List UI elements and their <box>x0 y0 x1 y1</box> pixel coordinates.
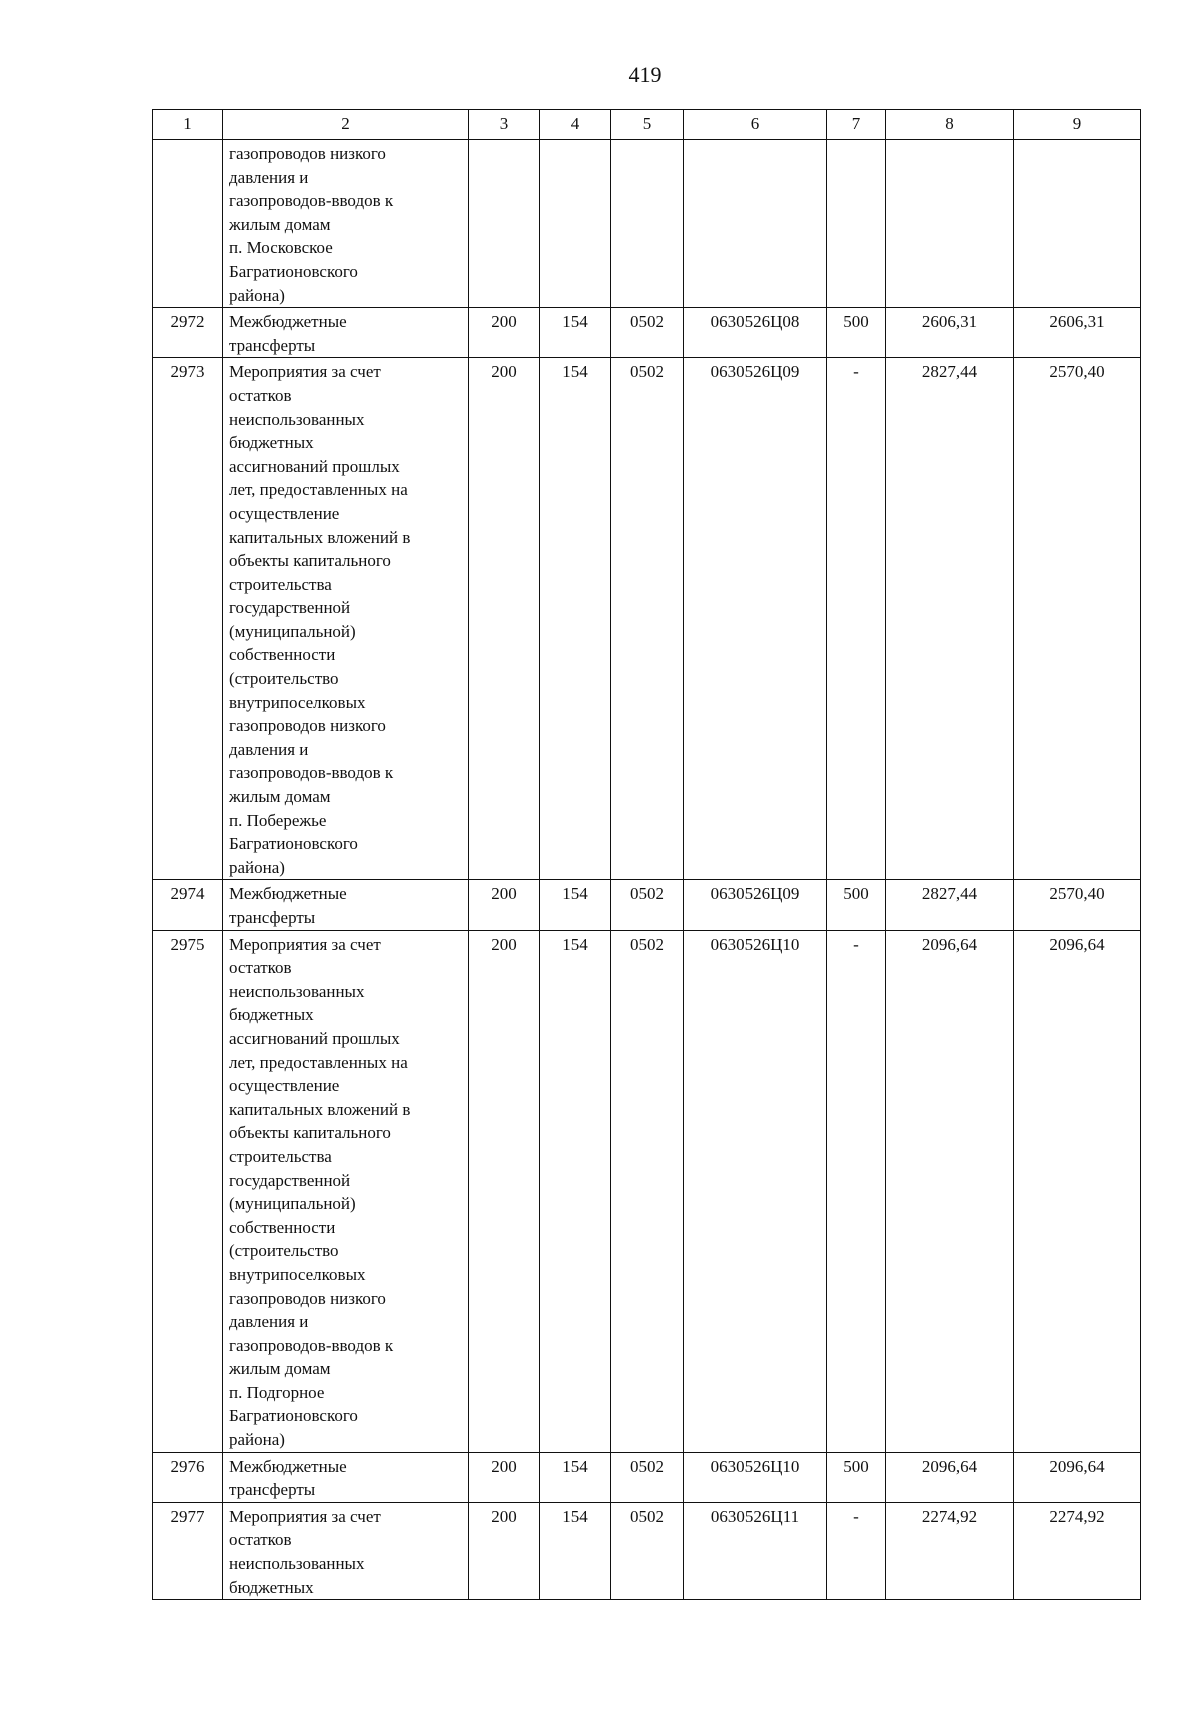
amount-col8: 2606,31 <box>886 308 1014 358</box>
code-col3: 200 <box>469 1502 540 1599</box>
code-col5: 0502 <box>611 1452 684 1502</box>
code-col4: 154 <box>540 358 611 880</box>
row-name: Межбюджетные трансферты <box>223 308 469 358</box>
target-article-code <box>684 140 827 308</box>
row-number: 2972 <box>153 308 223 358</box>
code-col5: 0502 <box>611 1502 684 1599</box>
table-row <box>153 358 1141 880</box>
code-col4: 154 <box>540 1502 611 1599</box>
column-header: 6 <box>684 110 827 140</box>
amount-col9: 2606,31 <box>1014 308 1141 358</box>
code-col4: 154 <box>540 880 611 930</box>
code-col3: 200 <box>469 358 540 880</box>
row-number: 2973 <box>153 358 223 880</box>
code-col3 <box>469 140 540 308</box>
code-col5: 0502 <box>611 930 684 1452</box>
table-row <box>153 880 1141 930</box>
row-name: газопроводов низкого давления и газопроводов-вводов к жилым домам п. Московское Багратионовского района) <box>223 140 469 308</box>
column-header: 8 <box>886 110 1014 140</box>
expense-type-code: 500 <box>827 880 886 930</box>
amount-col9: 2570,40 <box>1014 880 1141 930</box>
row-name: Мероприятия за счет остатков неиспользованных бюджетных ассигнований прошлых лет, предоставленных на осуществление капитальных вложений в объекты капитального строительства государственной (муниципальной) собственности (строительство внутрипоселковых газопроводов низкого давления и газопроводов-вводов к жилым домам п. Подгорное Багратионовского района) <box>223 930 469 1452</box>
target-article-code: 0630526Ц11 <box>684 1502 827 1599</box>
amount-col9: 2096,64 <box>1014 1452 1141 1502</box>
amount-col9: 2096,64 <box>1014 930 1141 1452</box>
amount-col8: 2827,44 <box>886 880 1014 930</box>
amount-col8 <box>886 140 1014 308</box>
amount-col8: 2096,64 <box>886 1452 1014 1502</box>
code-col5: 0502 <box>611 308 684 358</box>
row-number: 2974 <box>153 880 223 930</box>
row-number: 2977 <box>153 1502 223 1599</box>
target-article-code: 0630526Ц10 <box>684 930 827 1452</box>
column-header: 9 <box>1014 110 1141 140</box>
table-row <box>153 308 1141 358</box>
expense-type-code <box>827 140 886 308</box>
table-row <box>153 930 1141 1452</box>
code-col4 <box>540 140 611 308</box>
column-header: 2 <box>223 110 469 140</box>
expense-type-code: 500 <box>827 308 886 358</box>
amount-col9: 2570,40 <box>1014 358 1141 880</box>
code-col4: 154 <box>540 930 611 1452</box>
code-col5: 0502 <box>611 880 684 930</box>
table-row <box>153 140 1141 308</box>
code-col5 <box>611 140 684 308</box>
expense-type-code: 500 <box>827 1452 886 1502</box>
row-name: Мероприятия за счет остатков неиспользованных бюджетных ассигнований прошлых лет, предоставленных на осуществление капитальных вложений в объекты капитального строительства государственной (муниципальной) собственности (строительство внутрипоселковых газопроводов низкого давления и газопроводов-вводов к жилым домам п. Побережье Багратионовского района) <box>223 358 469 880</box>
expense-type-code: - <box>827 1502 886 1599</box>
column-header: 3 <box>469 110 540 140</box>
page-number: 419 <box>628 62 662 87</box>
row-number: 2975 <box>153 930 223 1452</box>
column-header: 5 <box>611 110 684 140</box>
row-name: Мероприятия за счет остатков неиспользованных бюджетных <box>223 1502 469 1599</box>
expense-type-code: - <box>827 930 886 1452</box>
column-header: 7 <box>827 110 886 140</box>
column-header: 1 <box>153 110 223 140</box>
code-col3: 200 <box>469 930 540 1452</box>
target-article-code: 0630526Ц10 <box>684 1452 827 1502</box>
amount-col9: 2274,92 <box>1014 1502 1141 1599</box>
table-row <box>153 1452 1141 1502</box>
code-col5: 0502 <box>611 358 684 880</box>
row-name: Межбюджетные трансферты <box>223 1452 469 1502</box>
header-row <box>153 110 1141 140</box>
amount-col8: 2827,44 <box>886 358 1014 880</box>
code-col4: 154 <box>540 1452 611 1502</box>
table-row <box>153 1502 1141 1599</box>
code-col3: 200 <box>469 880 540 930</box>
code-col4: 154 <box>540 308 611 358</box>
target-article-code: 0630526Ц09 <box>684 358 827 880</box>
expense-type-code: - <box>827 358 886 880</box>
amount-col9 <box>1014 140 1141 308</box>
row-number: 2976 <box>153 1452 223 1502</box>
amount-col8: 2096,64 <box>886 930 1014 1452</box>
amount-col8: 2274,92 <box>886 1502 1014 1599</box>
target-article-code: 0630526Ц08 <box>684 308 827 358</box>
target-article-code: 0630526Ц09 <box>684 880 827 930</box>
budget-table <box>152 109 1141 1600</box>
code-col3: 200 <box>469 1452 540 1502</box>
row-number <box>153 140 223 308</box>
column-header: 4 <box>540 110 611 140</box>
code-col3: 200 <box>469 308 540 358</box>
row-name: Межбюджетные трансферты <box>223 880 469 930</box>
